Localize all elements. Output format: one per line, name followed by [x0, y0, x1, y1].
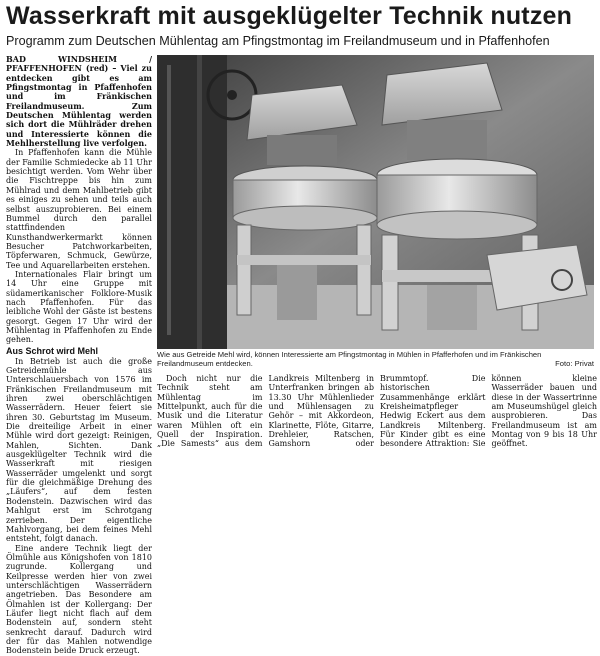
article-column-1 — [6, 55, 152, 656]
subheadline: Programm zum Deutschen Mühlentag am Pfingstmontag im Freilandmuseum und in Pfaffenhofen — [6, 34, 550, 48]
headline: Wasserkraft mit ausgeklügelter Technik nutzen — [6, 2, 573, 30]
mill-photo — [157, 55, 594, 349]
paragraph-pfaffenhofen: In Pfaffenhofen kann die Mühle der Familie Schmiedecke ab 11 Uhr besichtigt werden. Vom Wehr über die Fischtreppe bis hin zum Mühlrad und dem Mahlbetrieb gibt es einiges zu sehen und teils auch selbst auszuprobieren. Bei einem Bummel durch den parallel stattfindenden Kunsthandwerkermarkt können Besucher Patchworkarbeiten, Töpferwaren, Schmuck, Gewürze, Tee und Aquarellarbeiten erstehen. — [6, 148, 152, 270]
lead-paragraph: BAD WINDSHEIM / PFAFFENHOFEN (red) – Viel zu entdecken gibt es am Pfingstmontag in Pfaffenhofen und im Fränkischen Freilandmuseum. Zum Deutschen Mühlentag werden sich dort die Mühlräder drehen und Interessierte können die Mehlherstellung live verfolgen. — [6, 54, 152, 149]
section-heading: Aus Schrot wird Mehl — [6, 345, 99, 356]
photo-credit: Foto: Privat — [555, 359, 594, 368]
paragraph-flair: Internationales Flair bringt um 14 Uhr eine Gruppe mit südamerikanischer Folklore-Musik nach Pfaffenhofen. Für das leibliche Wohl der Gäste ist bestens gesorgt. Gegen 17 Uhr wird der Mühlentag in Pfaffenhofen zu Ende gehen. — [6, 269, 152, 345]
paragraph-oelmuehle: Eine andere Technik liegt der Ölmühle aus Königshofen von 1810 zugrunde. Kollergang und Keilpresse werden hier von zwei unterschlächtigen Wasserrädern angetrieben. Das Besondere am Ölmahlen ist der Kollergang: Der Läufer liegt nicht flach auf dem Bodenstein auf, sondern steht senkrecht darauf. Dadurch wird der für das Mahlen notwendige Bodenstein beide Druck erzeugt. — [6, 543, 152, 656]
paragraph-technik: Doch nicht nur die Technik steht am Mühlentag im Mittelpunkt, auch für die Musik und die Literatur waren Mühlen oft ein Quell der Inspiration. „Die Samests“ aus dem Landkreis Miltenberg in Unterfranken bringen ab 13.30 Uhr Mühlenlieder und Mühlensagen zu Gehör – mit Akkordeon, Klarinette, Flöte, Gitarre, Drehleier, Ratschen, Gamshorn oder Brummtopf. Die historischen Zusammenhänge erklärt Kreisheimatpfleger Hedwig Eckert aus dem Landkreis Miltenberg. Für Kinder gibt es eine besondere Attraktion: Sie können kleine Wasserräder bauen und diese in der Wassertrinne am Museumshügel gleich ausprobieren. Das Freilandmuseum ist am Montag von 9 bis 18 Uhr geöffnet. — [157, 374, 597, 449]
article-column-2 — [157, 374, 597, 458]
photo-caption: Wie aus Getreide Mehl wird, können Interessierte am Pfingstmontag in Mühlen in Pfafferhofen und im Fränkischen Freilandmuseum entdecken. — [157, 350, 542, 368]
paragraph-getreidemuehle: In Betrieb ist auch die große Getreidemühle aus Unterschlauersbach von 1576 im Fränkischen Freilandmuseum mit ihren zwei oberschlächtigen Wasserrädern. Heuer feiert sie ihren 30. Geburtstag im Museum. Die dreiteilige Arbeit in einer Mühle wird dort gezeigt: Reinigen, Mahlen, Sichten. Dank ausgeklügelter Technik wird die Wasserkraft mit riesigen Wasserräder umgelenkt und sorgt für die gleichmäßige Drehung des „Läufers“, auf dem festen Bodenstein. Dazwischen wird das Mahlgut erst im Schrotgang zerrieben. Der eigentliche Mahlvorgang, bei dem feines Mehl entsteht, folgt danach. — [6, 356, 152, 544]
mill-machinery-illustration — [157, 55, 594, 349]
